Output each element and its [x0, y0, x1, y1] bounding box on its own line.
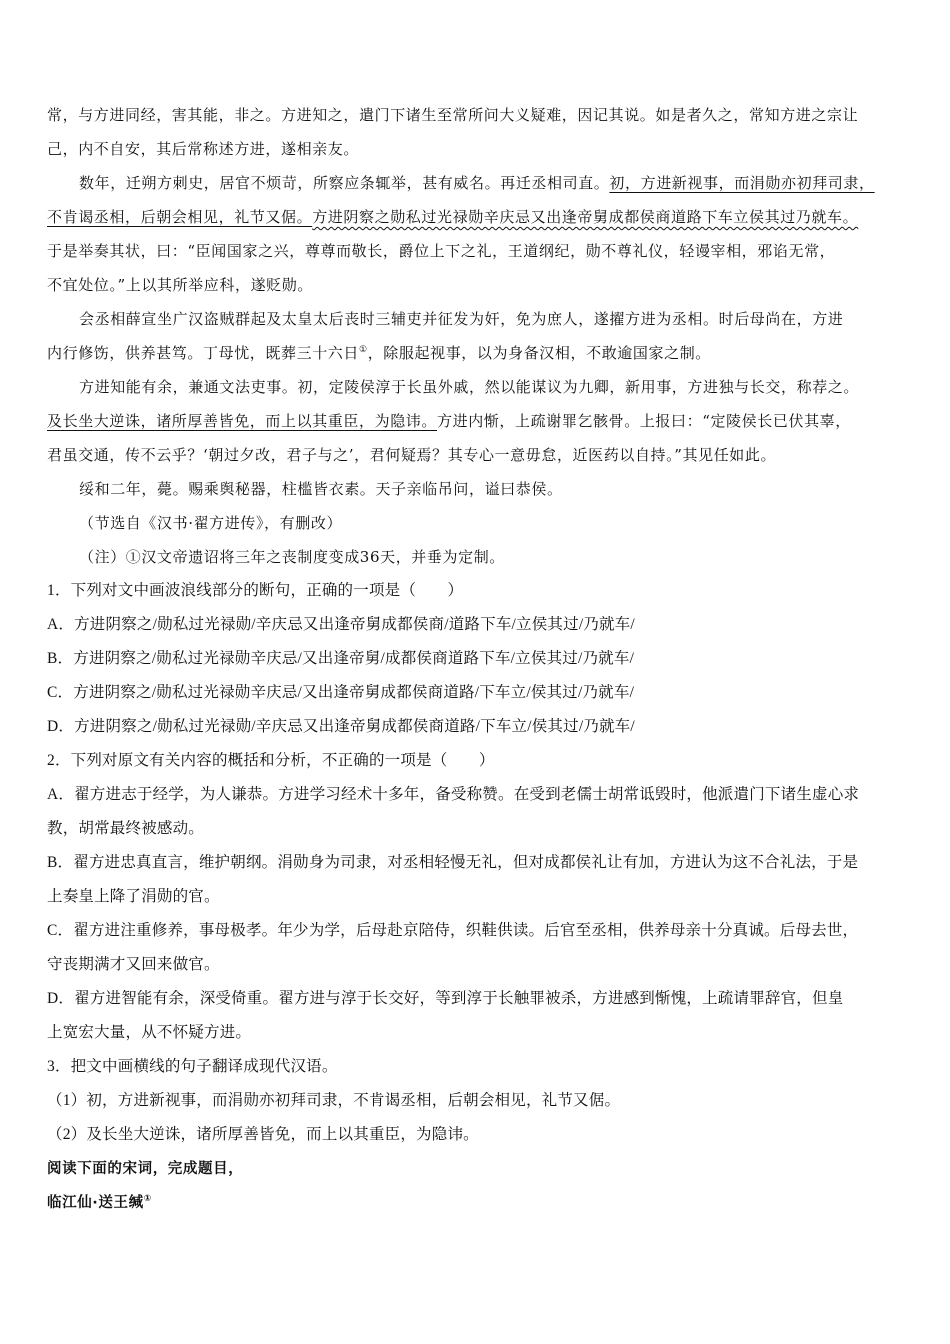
underlined-sentence: 及长坐大逆诛，诸所厚善皆免，而上以其重臣，为隐讳。	[47, 412, 438, 430]
question-3-sentence-2: （2）及长坐大逆诛，诸所厚善皆免，而上以其重臣，为隐讳。	[47, 1126, 479, 1143]
question-3-sentence-1: （1）初，方进新视事，而涓勋亦初拜司隶，不肯谒丞相，后朝会相见，礼节又倨。	[47, 1092, 621, 1109]
question-2-option-b: B．翟方进忠真直言，维护朝纲。涓勋身为司隶，对丞相轻慢无礼，但对成都侯礼让有加，方进认为这不合礼法，于是	[47, 854, 859, 871]
passage-line	[47, 200, 907, 234]
footnote-marker: ①	[143, 1194, 152, 1205]
section-heading: 阅读下面的宋词，完成题目，	[47, 1161, 244, 1177]
question-2-option-c-cont: 守丧期满才又回来做官。	[47, 956, 220, 973]
source-citation: （节选自《汉书·翟方进传》，有删改）	[79, 514, 343, 532]
wavy-underlined-sentence: 方进阴察之勋私过光禄勋辛庆忌又出逢帝舅成都侯商道路下车立侯其过乃就车。	[312, 208, 859, 226]
question-1-option-b: B．方进阴察之/勋私过光禄勋辛庆忌/又出逢帝舅/成都侯商道路下车/立侯其过/乃就车/	[47, 650, 635, 667]
question-2-option-d-cont: 上宽宏大量，从不怀疑方进。	[47, 1024, 252, 1041]
question-1-stem: 1．下列对文中画波浪线部分的断句，正确的一项是（ ）	[47, 582, 464, 599]
document-page	[47, 98, 907, 1220]
passage-line: 常，与方进同经，害其能，非之。方进知之，遣门下诸生至常所问大义疑难，因记其说。如是者久之，常知方进之宗让	[47, 106, 859, 124]
poem-title: 临江仙·送王缄①	[47, 1194, 152, 1211]
question-2-option-c: C．翟方进注重修养，事母极孝。年少为学，后母赴京陪侍，织鞋供读。后官至丞相，供养母亲十分真诚。后母去世，	[47, 922, 859, 939]
question-1-option-a: A．方进阴察之/勋私过光禄勋/辛庆忌又出逢帝舅成都侯商/道路下车/立侯其过/乃就车/	[47, 616, 635, 633]
question-2-stem: 2．下列对原文有关内容的概括和分析，不正确的一项是（ ）	[47, 752, 495, 769]
passage-line: 己，内不自安，其后常称述方进，遂相亲友。	[47, 140, 360, 158]
passage-line: 不宜处位。”上以其所举应科，遂贬勋。	[47, 276, 313, 294]
underlined-sentence: 初，方进新视事，而涓勋亦初拜司隶，	[609, 174, 875, 192]
question-2-option-b-cont: 上奏皇上降了涓勋的官。	[47, 888, 220, 905]
passage-line: 及长坐大逆诛，诸所厚善皆免，而上以其重臣，为隐讳。方进内惭，上疏谢罪乞骸骨。上报曰：“定陵侯长已伏其辜，	[47, 412, 851, 430]
passage-line: 数年，迁朔方刺史，居官不烦苛，所察应条辄举，甚有威名。再迁丞相司直。初，方进新视事，而涓勋亦初拜司隶，	[79, 174, 875, 192]
question-3-stem: 3．把文中画横线的句子翻译成现代汉语。	[47, 1058, 338, 1075]
question-2-option-a: A．翟方进志于经学，为人谦恭。方进学习经术十多年，备受称赞。在受到老儒士胡常诋毁时，他派遣门下诸生虚心求	[47, 786, 860, 803]
passage-line: 于是举奏其状，曰：“臣闻国家之兴，尊尊而敬长，爵位上下之礼，王道纲纪，勋不尊礼仪，轻谩宰相，邪谄无常，	[47, 242, 836, 260]
footnote: （注）①汉文帝遗诏将三年之丧制度变成36天，并垂为定制。	[79, 548, 505, 566]
passage-line: 君虽交通，传不云乎？‘朝过夕改，君子与之’，君何疑焉？其专心一意毋怠，近医药以自持。”其见任如此。	[47, 446, 777, 464]
passage-line: 内行修饬，供养甚笃。丁母忧，既葬三十六日①，除服起视事，以为身备汉相，不敢逾国家之制。	[47, 344, 711, 362]
question-2-option-d: D．翟方进智能有余，深受倚重。翟方进与淳于长交好，等到淳于长触罪被杀，方进感到惭愧，上疏请罪辞官，但皇	[47, 990, 844, 1007]
passage-line: 方进知能有余，兼通文法吏事。初，定陵侯淳于长虽外戚，然以能谋议为九卿，新用事，方进独与长交，称荐之。	[79, 378, 860, 396]
question-1-option-d: D．方进阴察之/勋私过光禄勋/辛庆忌又出逢帝舅成都侯商道路/下车立/侯其过/乃就车/	[47, 718, 635, 735]
question-2-option-a-cont: 教，胡常最终被感动。	[47, 820, 205, 837]
footnote-marker: ①	[359, 345, 368, 355]
passage-line: 会丞相薛宣坐广汉盗贼群起及太皇太后丧时三辅吏并征发为奸，免为庶人，遂擢方进为丞相。时后母尚在，方进	[79, 310, 844, 328]
question-1-option-c: C．方进阴察之/勋私过光禄勋辛庆忌/又出逢帝舅成都侯商道路/下车立/侯其过/乃就车/	[47, 684, 635, 701]
underlined-sentence: 不肯谒丞相，后朝会相见，礼节又倨。	[47, 208, 313, 226]
passage-line: 绥和二年，薨。赐乘舆秘器，柱槛皆衣素。天子亲临吊问，谥曰恭侯。	[79, 480, 563, 498]
